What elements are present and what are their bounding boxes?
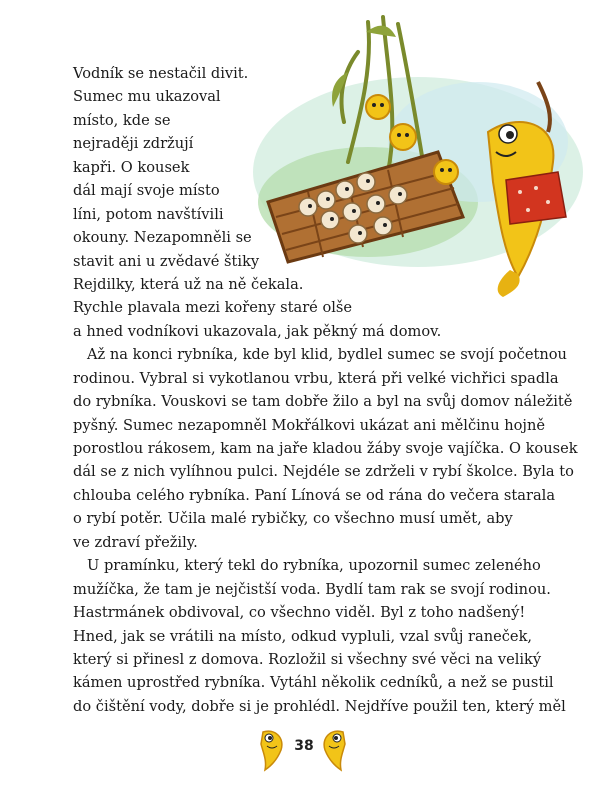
text-line: dál se z nich vylíhnou pulci. Nejdéle se zdrželi v rybí školce. Byla to (73, 463, 574, 481)
text-line: Hned, jak se vrátili na místo, odkud vypluli, vzal svůj raneček, (73, 627, 533, 645)
paragraph-2 (73, 343, 578, 554)
page-footer (0, 726, 609, 774)
page-number: 38 (294, 738, 314, 754)
text-line: líni, potom navštívili (73, 205, 224, 223)
text-line: okouny. Nezapomněli se (73, 229, 252, 247)
text-line: Hastrmánek obdivoval, co všechno viděl. Byl z toho nadšený! (73, 604, 526, 622)
text-line: Až na konci rybníka, kde byl klid, bydlel sumec se svojí početnou (87, 346, 567, 364)
fish-icon-right (317, 726, 351, 772)
text-line: U pramínku, který tekl do rybníka, upozornil sumec zeleného (87, 557, 541, 575)
text-line: který si přinesl z domova. Rozložil si všechny své věci na veliký (73, 650, 542, 668)
text-line: Rychle plavala mezi kořeny staré olše (73, 299, 353, 317)
text-line: mužíčka, že tam je nejčistší voda. Bydlí tam rak se svojí rodinou. (73, 580, 551, 598)
text-line: porostlou rákosem, kam na jaře kladou žáby svoje vajíčka. O kousek (73, 440, 578, 457)
text-line: kámen uprostřed rybníka. Vytáhl několik cedníků, a než se pustil (73, 674, 554, 692)
text-line: místo, kde se (73, 111, 171, 129)
text-line: rodinou. Vybral si vykotlanou vrbu, která při velké vichřici spadla (73, 369, 559, 387)
text-line: o rybí potěr. Učila malé rybičky, co všechno musí umět, aby (73, 510, 513, 528)
text-line: do čištění vody, dobře si je prohlédl. Nejdříve použil ten, který měl (73, 697, 566, 715)
text-line: pyšný. Sumec nezapomněl Mokřálkovi ukázat ani mělčinu hojně (73, 416, 545, 434)
text-line: Rejdilky, která už na ně čekala. (73, 275, 304, 293)
text-line: kapři. O kousek (73, 158, 190, 176)
text-line: a hned vodníkovi ukazovala, jak pěkný má domov. (73, 322, 442, 340)
paragraph-1 (73, 62, 573, 343)
text-line: do rybníka. Vouskovi se tam dobře žilo a byl na svůj domov náležitě (73, 393, 573, 411)
text-line: stavit ani u zvědavé štiky (73, 252, 260, 270)
fish-icon-left (255, 726, 289, 772)
text-line: nejraději zdržují (73, 135, 194, 153)
text-line: Sumec mu ukazoval (73, 88, 221, 106)
body-text (73, 62, 578, 718)
text-line: ve zdraví přežily. (73, 533, 198, 551)
text-line: Vodník se nestačil divit. (73, 65, 249, 82)
text-line: dál mají svoje místo (73, 182, 220, 200)
text-line: chlouba celého rybníka. Paní Línová se od rána do večera starala (73, 486, 556, 504)
paragraph-3 (73, 554, 573, 718)
